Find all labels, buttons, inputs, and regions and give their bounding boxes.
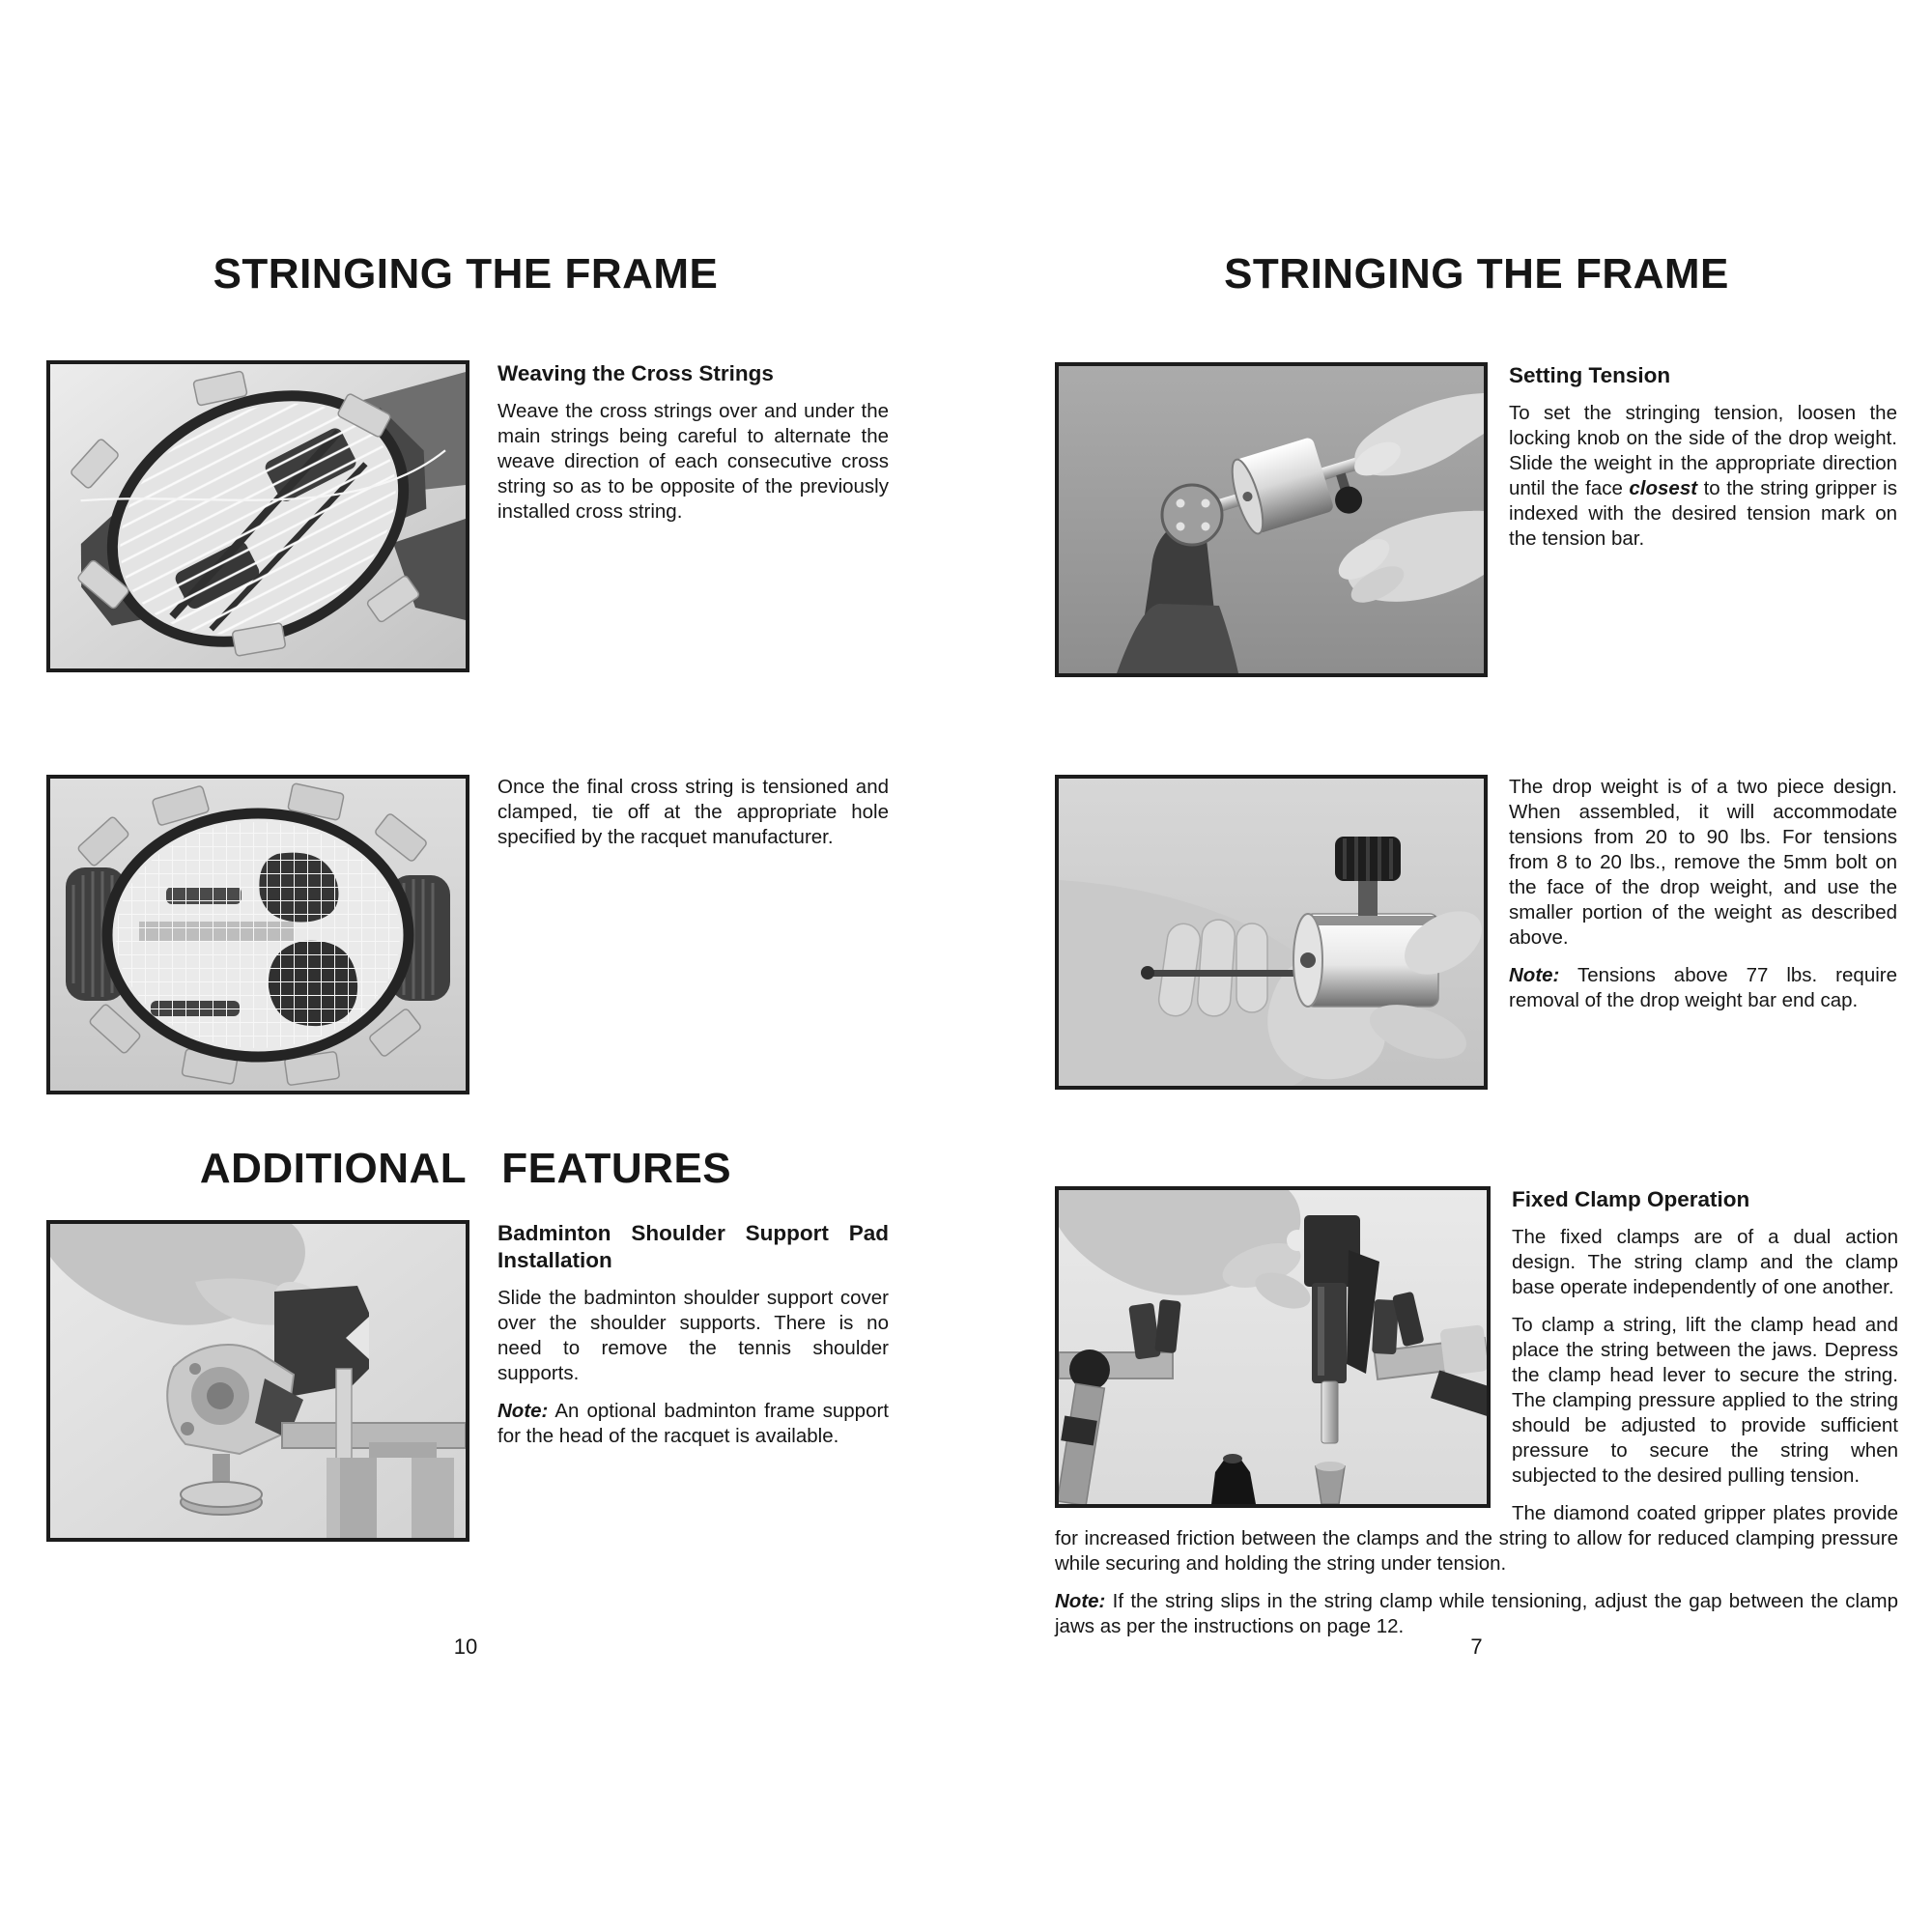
photo-badminton-pad-installation	[46, 1220, 469, 1542]
note-text: An optional badminton frame support for the head of the racquet is available.	[497, 1399, 889, 1447]
badminton-pad-illustration	[50, 1224, 466, 1538]
section-drop-weight	[1055, 775, 1897, 1090]
badminton-heading: Badminton Shoulder Support Pad Installation	[497, 1221, 889, 1272]
tension-body-post: to the string gripper is indexed with the desired tension mark on the tension bar.	[1509, 476, 1897, 550]
page-title-stringing-right: STRINGING THE FRAME	[1224, 250, 1729, 298]
section-setting-tension	[1055, 362, 1897, 677]
photo-setting-tension	[1055, 362, 1488, 677]
photo-fixed-clamp	[1055, 1186, 1491, 1508]
fixed-clamp-note	[1055, 1589, 1898, 1639]
badminton-text	[497, 1220, 889, 1462]
racquet-full-illustration	[50, 779, 466, 1091]
badminton-note	[497, 1399, 889, 1449]
tieoff-text	[497, 775, 889, 863]
photo-drop-weight	[1055, 775, 1488, 1090]
photo-racquet-partially-strung	[46, 360, 469, 672]
weaving-body: Weave the cross strings over and under the main strings being careful to alternate the weave direction of each consecutive cross string so as to be opposite of the previously installed cross string.	[497, 399, 889, 523]
page-left	[46, 0, 889, 1932]
tension-body-pre: To set the stringing tension, loosen the locking knob on the side of the drop weight. Slide the weight in the appropriate direction until the face	[1509, 401, 1897, 499]
note-label: Note:	[1509, 964, 1560, 986]
drop-weight-body: The drop weight is of a two piece design. When assembled, it will accommodate tensions from 20 to 90 lbs. For tensions from 8 to 20 lbs., remove the 5mm bolt on the face of the drop weight, and use the smaller portion of the weight as described above.	[1509, 776, 1897, 949]
page-number-left: 10	[453, 1634, 478, 1659]
note-text: Tensions above 77 lbs. require removal of the drop weight bar end cap.	[1509, 964, 1897, 1011]
section-badminton	[46, 1220, 889, 1542]
photo-racquet-fully-strung	[46, 775, 469, 1094]
section-weaving	[46, 360, 889, 672]
fixed-clamp-para3: The diamond coated gripper plates provide for increased friction between the clamps and the string to allow for reduced clamping pressure while securing and holding the string under tension.	[1055, 1501, 1898, 1575]
section-tieoff	[46, 775, 889, 1094]
drop-weight-arm-illustration	[1059, 366, 1484, 673]
tension-text	[1509, 362, 1897, 564]
section-fixed-clamp	[1055, 1186, 1898, 1652]
weaving-text	[497, 360, 889, 537]
note-label: Note:	[497, 1399, 549, 1422]
fixed-clamp-para2: To clamp a string, lift the clamp head and place the string between the jaws. Depress the clamp head lever to secure the string. The clamping pressure applied to the string should be adjusted to provide sufficient pressure to secure the string when subjected to the desired pulling tension.	[1512, 1313, 1898, 1487]
tension-body	[1509, 401, 1897, 552]
drop-weight-note	[1509, 963, 1897, 1013]
drop-weight-text	[1509, 775, 1897, 1026]
tension-heading: Setting Tension	[1509, 363, 1671, 387]
tieoff-body: Once the final cross string is tensioned and clamped, tie off at the appropriate hole specified by the racquet manufacturer.	[497, 776, 889, 848]
drop-weight-hands-illustration	[1059, 779, 1484, 1086]
racquet-partial-illustration	[50, 364, 466, 668]
note-label: Note:	[1055, 1589, 1106, 1612]
page-right	[1055, 0, 1898, 1932]
tension-emphasis: closest	[1629, 476, 1698, 499]
note-text: If the string slips in the string clamp while tensioning, adjust the gap between the clamp jaws as per the instructions on page 12.	[1055, 1589, 1898, 1637]
page-title-stringing-left: STRINGING THE FRAME	[213, 250, 719, 298]
fixed-clamp-illustration	[1059, 1190, 1487, 1504]
badminton-body: Slide the badminton shoulder support cover over the shoulder supports. There is no need to remove the tennis shoulder supports.	[497, 1286, 889, 1384]
fixed-clamp-para1: The fixed clamps are of a dual action design. The string clamp and the clamp base operate independently of one another.	[1512, 1225, 1898, 1298]
page-number-right: 7	[1470, 1634, 1483, 1659]
weaving-heading: Weaving the Cross Strings	[497, 361, 774, 385]
page-title-additional-features: ADDITIONAL FEATURES	[199, 1145, 732, 1192]
fixed-clamp-heading: Fixed Clamp Operation	[1512, 1187, 1750, 1211]
